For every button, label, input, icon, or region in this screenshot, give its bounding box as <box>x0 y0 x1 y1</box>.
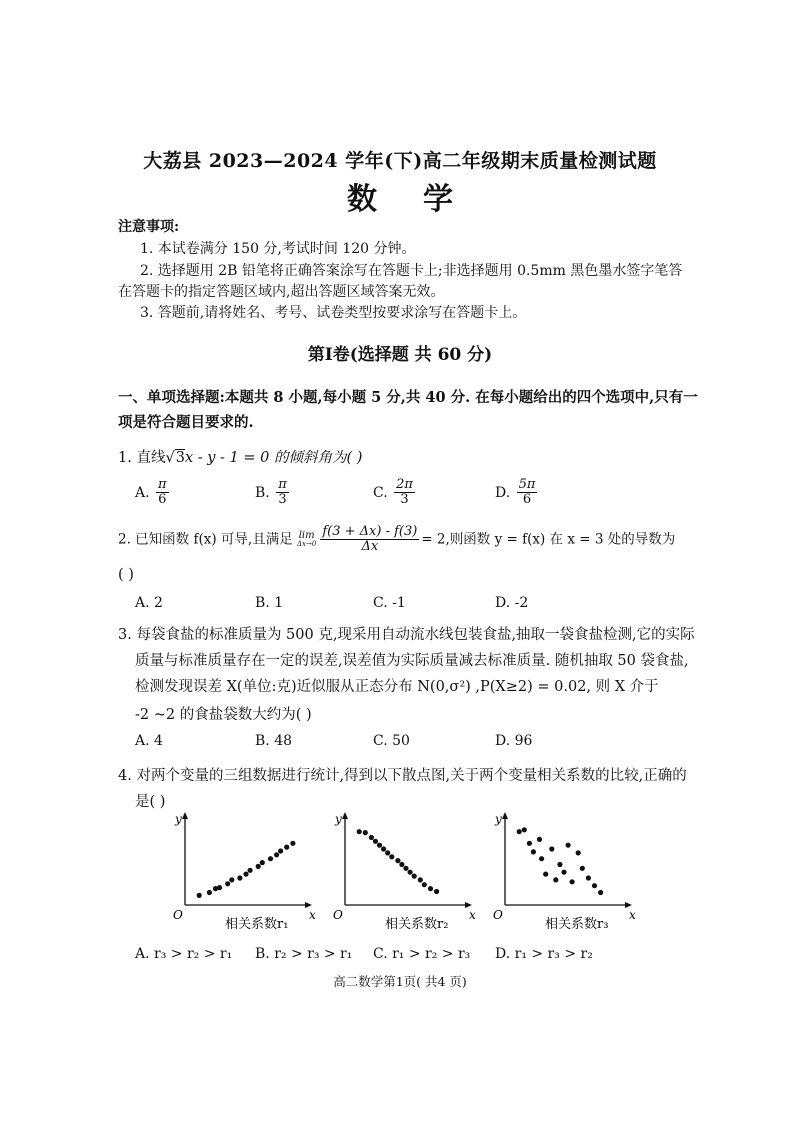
q2-option-b: B. 1 <box>255 595 284 611</box>
x-axis-label: x <box>629 908 636 922</box>
notes-heading: 注意事项: <box>118 219 180 235</box>
note-item-2: 2. 选择题用 2B 铅笔将正确答案涂写在答题卡上;非选择题用 0.5mm 黑色墨水签字笔答 <box>140 263 683 279</box>
q2-option-c: C. -1 <box>373 595 406 611</box>
scatter-plot-r2 <box>333 812 476 932</box>
scatter-point <box>290 841 295 846</box>
q4-option-b: B. r₂ > r₃ > r₁ <box>255 946 353 962</box>
q3-line-1: 3. 每袋食盐的标准质量为 500 克,现采用自动流水线包装食盐,抽取一袋食盐检测,它的实际 <box>118 627 695 643</box>
scatter-point <box>373 839 378 844</box>
origin-label: O <box>333 908 343 922</box>
scatter-point <box>377 843 382 848</box>
scatter-point <box>543 872 548 877</box>
q1-prefix: 1. 直线 <box>118 450 166 466</box>
origin-label: O <box>173 908 183 922</box>
scatter-point <box>225 881 230 886</box>
q3-line-3: 检测发现误差 X(单位:克)近似服从正态分布 N(0,σ²) ,P(X≥2) = 0.02, 则 X 介于 <box>135 679 659 695</box>
scatter-point <box>395 858 400 863</box>
scatter-point <box>527 841 532 846</box>
scatter-point <box>243 872 248 877</box>
scatter-point <box>428 886 433 891</box>
exam-title: 大荔县 2023—2024 学年(下)高二年级期末质量检测试题 <box>143 150 657 172</box>
y-axis-arrow <box>182 812 188 819</box>
scatter-point <box>522 827 527 832</box>
scatter-point <box>229 877 234 882</box>
question-2 <box>118 525 675 555</box>
scatter-point <box>408 870 413 875</box>
scatter-point <box>412 874 417 879</box>
scatter-point <box>260 860 265 865</box>
scatter-point <box>399 862 404 867</box>
scatter-point <box>586 875 591 880</box>
q2-suffix: = 2,则函数 y = f(x) 在 x = 3 处的导数为 <box>421 531 676 548</box>
scatter-point <box>363 830 368 835</box>
q1-expr: x - y - 1 = 0 的倾斜角为( ) <box>184 450 363 466</box>
scatter-point <box>531 849 536 854</box>
scatter-point <box>217 885 222 890</box>
scatter-point <box>557 862 562 867</box>
scatter-point <box>561 870 566 875</box>
scatter-point <box>268 856 273 861</box>
plot-caption: 相关系数r₁ <box>225 917 289 932</box>
q1-option-a: A. $\frac{\pi}{6}$ <box>135 477 167 508</box>
note-item-1: 1. 本试卷满分 150 分,考试时间 120 分钟。 <box>140 241 416 257</box>
scatter-point <box>517 829 522 834</box>
scatter-plot-r3 <box>493 812 636 932</box>
q3-option-d: D. 96 <box>495 733 533 749</box>
origin-label: O <box>493 908 503 922</box>
scatter-point <box>566 843 571 848</box>
y-axis-arrow <box>342 812 348 819</box>
scatter-point <box>381 846 386 851</box>
scatter-point <box>403 866 408 871</box>
q3-option-a: A. 4 <box>135 733 163 749</box>
q2-fraction: $\frac{f(3 + \Delta x) - f(3)}{\Delta x}$ <box>322 524 418 555</box>
scatter-point <box>422 882 427 887</box>
scatter-point <box>357 829 362 834</box>
scatter-point <box>539 856 544 861</box>
q3-line-2: 质量与标准质量存在一定的误差,误差值为实际质量减去标准质量. 随机抽取 50 袋食盐, <box>135 653 689 669</box>
q2-limit: lim Δx→0 <box>297 530 317 549</box>
part-title-line1: 一、单项选择题:本题共 8 小题,每小题 5 分,共 40 分. 在每小题给出的四个选项中,只有一 <box>118 389 698 406</box>
x-axis-label: x <box>309 908 316 922</box>
scatter-point <box>570 879 575 884</box>
q1-option-c: C. $\frac{2\pi}{3}$ <box>373 477 413 508</box>
scatter-point <box>197 893 202 898</box>
q1-option-d: D. $\frac{5\pi}{6}$ <box>495 477 536 508</box>
scatter-plot-r1 <box>173 812 316 932</box>
scatter-point <box>369 835 374 840</box>
y-axis-label: y <box>175 812 182 826</box>
q4-option-a: A. r₃ > r₂ > r₁ <box>135 946 233 962</box>
q2-option-a: A. 2 <box>135 595 163 611</box>
y-axis-label: y <box>495 812 502 826</box>
x-axis-label: x <box>469 908 476 922</box>
page-footer: 高二数学第1页( 共4 页) <box>333 974 467 989</box>
q4-option-c: C. r₁ > r₂ > r₃ <box>373 946 471 962</box>
scatter-point <box>549 846 554 851</box>
q1-radicand: 3 <box>175 450 185 466</box>
q3-line-4: -2 ~2 的食盐袋数大约为( ) <box>135 707 312 723</box>
scatter-point <box>537 837 542 842</box>
q4-line-2: 是( ) <box>135 794 166 810</box>
subject-title: 数学 <box>347 182 499 217</box>
note-item-3: 3. 答题前,请将姓名、考号、试卷类型按要求涂写在答题卡上。 <box>140 305 527 321</box>
y-axis-label: y <box>335 812 342 826</box>
scatter-point <box>278 848 283 853</box>
y-axis-arrow <box>502 812 508 819</box>
scatter-point <box>274 852 279 857</box>
scatter-point <box>418 877 423 882</box>
q1-option-b: B. $\frac{\pi}{3}$ <box>255 477 287 508</box>
scatter-point <box>284 845 289 850</box>
q4-option-d: D. r₁ > r₃ > r₂ <box>495 946 593 962</box>
q3-option-c: C. 50 <box>373 733 410 749</box>
q2-prefix: 2. 已知函数 f(x) 可导,且满足 <box>118 531 293 548</box>
scatter-point <box>207 890 212 895</box>
scatter-point <box>580 866 585 871</box>
q2-option-d: D. -2 <box>495 595 529 611</box>
plot-caption: 相关系数r₂ <box>385 917 449 932</box>
plot-caption: 相关系数r₃ <box>545 917 609 932</box>
scatter-point <box>576 850 581 855</box>
part-title-line2: 项是符合题目要求的. <box>118 414 254 431</box>
scatter-point <box>553 877 558 882</box>
scatter-point <box>434 889 439 894</box>
scatter-point <box>256 864 261 869</box>
note-item-2-cont: 在答题卡的指定答题区域内,超出答题区域答案无效。 <box>118 284 445 300</box>
scatter-point <box>389 854 394 859</box>
q2-paren: ( ) <box>118 567 134 583</box>
scatter-plots <box>0 812 800 942</box>
q3-option-b: B. 48 <box>255 733 293 749</box>
scatter-point <box>237 875 242 880</box>
scatter-point <box>598 890 603 895</box>
scatter-point <box>592 883 597 888</box>
section-title: 第Ⅰ卷(选择题 共 60 分) <box>307 345 493 365</box>
question-1: 1. 直线√3x - y - 1 = 0 的倾斜角为( ) <box>118 450 363 466</box>
scatter-point <box>248 868 253 873</box>
scatter-point <box>385 850 390 855</box>
q4-line-1: 4. 对两个变量的三组数据进行统计,得到以下散点图,关于两个变量相关系数的比较,正确的 <box>118 768 687 784</box>
